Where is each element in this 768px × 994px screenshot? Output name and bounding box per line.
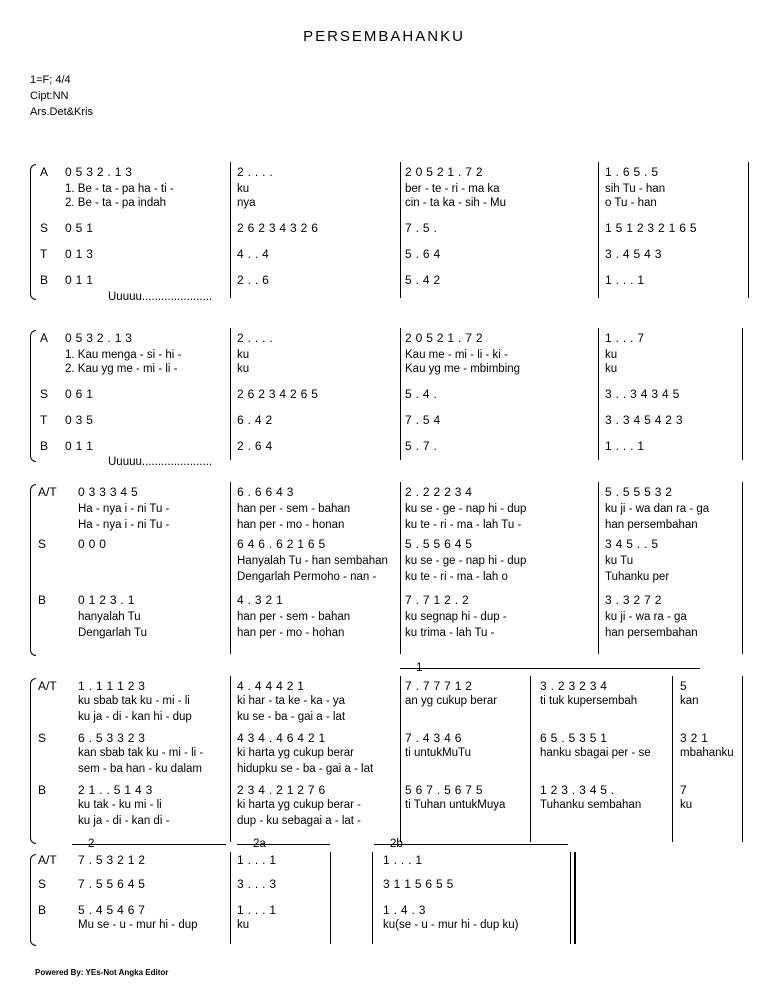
lyric-line: ki harta yg cukup berar - [237,799,362,811]
note-measure: 5 6 7 . 5 6 7 5 [405,783,483,797]
note-measure: 2 3 4 . 2 1 2 7 6 [237,783,326,797]
note-measure: 1 . 1 1 1 2 3 [78,679,146,693]
lyric-line: Tuhanku per [605,571,670,583]
voice-label: S [40,387,49,401]
note-measure: 7 . 5 5 6 4 5 [78,877,146,891]
note-measure: 7 [680,783,687,797]
lyric-line: hidupku se - ba - gai a - lat [237,763,374,775]
note-measure: 2 . . 6 [237,273,270,287]
lyric-line: Ha - nya i - ni Tu - [78,519,170,531]
voice-label: A/T [38,679,57,693]
voice-label: A/T [38,853,57,867]
system-brace [30,164,36,300]
lyric-line: Dengarlah Permoho - nan - [237,571,377,583]
lyric-line: han per - mo - honan [237,519,345,531]
note-measure: 7 . 5 . [405,221,438,235]
voice-label: S [40,221,49,235]
note-measure: 1 . . . 1 [237,903,277,917]
note-measure: 0 5 3 2 . 1 3 [65,165,133,179]
lyric-line: ti untukMuTu [405,747,472,759]
volta-bracket [237,844,330,845]
lyric-line: mbahanku [680,747,734,759]
lyric-line: ku [605,349,618,361]
note-measure: 3 . 4 5 4 3 [605,247,662,261]
note-measure: 5 . 4 5 4 6 7 [78,903,146,917]
lyric-line: hanyalah Tu [78,611,141,623]
lyric-line: ki harta yg cukup berar [237,747,354,759]
note-measure: 1 . . . 1 [383,853,423,867]
lyric-line: ku ji - wa ra - ga [605,611,687,623]
note-measure: 6 5 . 5 3 5 1 [540,731,608,745]
volta-label: 2 [88,838,95,850]
lyric-line: 1. Be - ta - pa ha - ti - [65,183,174,195]
note-measure: 2 6 2 3 4 3 2 6 [237,221,319,235]
lyric-line: ku se - ge - nap hi - dup [405,503,527,515]
bar-line [400,482,401,654]
lyric-line: ku(se - u - mur hi - dup ku) [383,919,519,931]
voice-label: B [40,439,49,453]
lyric-line: an yg cukup berar [405,695,498,707]
lyric-line: ku te - ri - ma - lah Tu - [405,519,522,531]
note-measure: 2 . 6 4 [237,439,273,453]
lyric-line: Tuhanku sembahan [540,799,642,811]
note-measure: 0 1 1 [65,273,94,287]
lyric-line: dup - ku sebagai a - lat - [237,815,362,827]
lyric-line: ku te - ri - ma - lah o [405,571,508,583]
note-measure: 3 2 1 [680,731,709,745]
lyric-line: ku Tu [605,555,634,567]
note-measure: 4 . 4 4 4 2 1 [237,679,305,693]
voice-label: A [40,331,49,345]
note-measure: 3 . 3 4 5 4 2 3 [605,413,683,427]
note-measure: 7 . 4 3 4 6 [405,731,462,745]
note-measure: 3 . 3 2 7 2 [605,593,662,607]
composer-credit: Cipt:NN [30,90,69,102]
lyric-line: ku [605,363,618,375]
bar-line [330,852,331,944]
lyric-line: han per - mo - hohan [237,627,345,639]
note-measure: 2 . 2 2 2 3 4 [405,485,473,499]
note-measure: 1 . . . 7 [605,331,645,345]
note-measure: 7 . 5 3 2 1 2 [78,853,146,867]
lyric-line: Mu se - u - mur hi - dup [78,919,198,931]
volta-label: 2a [253,838,266,850]
key-signature: 1=F; 4/4 [30,74,71,86]
lyric-line: Kau yg me - mbimbing [405,363,521,375]
voice-label: B [38,783,47,797]
lyric-line: 1. Kau menga - si - hi - [65,349,182,361]
voice-label: B [40,273,49,287]
lyric-line: hanku sbagai per - se [540,747,651,759]
lyric-line: Kau me - mi - li - ki - [405,349,508,361]
lyric-line: ku se - ba - gai a - lat [237,711,346,723]
volta-bracket [400,668,700,669]
note-measure: 2 0 5 2 1 . 7 2 [405,331,483,345]
bar-line [230,676,231,842]
lyric-line: han per - sem - bahan [237,611,351,623]
note-measure: 3 4 5 . . 5 [605,537,659,551]
note-measure: 5 . 6 4 [405,247,441,261]
note-measure: 5 [680,679,687,693]
voice-label: A [40,165,49,179]
lyric-line: ku se - ge - nap hi - dup [405,555,527,567]
note-measure: 1 2 3 . 3 4 5 . [540,783,615,797]
note-measure: 1 5 1 2 3 2 1 6 5 [605,221,697,235]
note-measure: 6 4 6 . 6 2 1 6 5 [237,537,326,551]
lyric-line: han persembahan [605,519,698,531]
lyric-line: nya [237,197,256,209]
note-measure: 4 3 4 . 4 6 4 2 1 [237,731,326,745]
voice-label: S [38,537,47,551]
bar-line [570,852,576,944]
bar-line [400,162,401,298]
system-brace [30,678,36,844]
lyric-line: Hanyalah Tu - han sembahan [237,555,388,567]
voice-label: S [38,731,47,745]
note-measure: 0 3 5 [65,413,94,427]
lyric-line: ber - te - ri - ma ka [405,183,500,195]
lyric-line: Uuuuu...................... [108,291,213,303]
bar-line [230,852,231,944]
note-measure: 5 . 4 2 [405,273,441,287]
note-measure: 3 . 2 3 2 3 4 [540,679,608,693]
note-measure: 0 6 1 [65,387,94,401]
volta-bracket [374,844,568,845]
note-measure: 6 . 4 2 [237,413,273,427]
note-measure: 2 1 . . 5 1 4 3 [78,783,153,797]
lyric-line: ku segnap hi - dup - [405,611,507,623]
lyric-line: o Tu - han [605,197,657,209]
arranger-credit: Ars.Det&Kris [30,106,93,118]
system-brace [30,330,36,462]
note-measure: 2 0 5 2 1 . 7 2 [405,165,483,179]
lyric-line: ku [237,183,250,195]
bar-line [672,676,673,842]
lyric-line: 2. Be - ta - pa indah [65,197,167,209]
note-measure: 0 5 1 [65,221,94,235]
lyric-line: ku trima - lah Tu - [405,627,495,639]
lyric-line: Uuuuu...................... [108,456,213,468]
bar-line [598,482,599,654]
note-measure: 0 3 3 3 4 5 [78,485,139,499]
note-measure: 1 . . . 1 [237,853,277,867]
system-brace [30,484,36,656]
lyric-line: ku [237,919,250,931]
note-measure: 2 6 2 3 4 2 6 5 [237,387,319,401]
note-measure: 2 . . . . [237,165,274,179]
lyric-line: ku ja - di - kan di - [78,815,170,827]
lyric-line: kan [680,695,699,707]
note-measure: 4 . 3 2 1 [237,593,284,607]
bar-line [230,162,231,298]
lyric-line: Ha - nya i - ni Tu - [78,503,170,515]
lyric-line: ti Tuhan untukMuya [405,799,506,811]
note-measure: 0 0 0 [78,537,107,551]
note-measure: 1 . . . 1 [605,273,645,287]
note-measure: 3 1 1 5 6 5 5 [383,877,454,891]
volta-label: 2b [390,838,403,850]
bar-line [598,328,599,460]
lyric-line: sem - ba han - ku dalam [78,763,203,775]
note-measure: 7 . 7 7 7 1 2 [405,679,473,693]
footer-credit: Powered By: YEs-Not Angka Editor [35,968,169,977]
note-measure: 5 . 5 5 6 4 5 [405,537,473,551]
bar-line [530,676,531,842]
volta-label: 1 [416,662,423,674]
note-measure: 5 . 7 . [405,439,438,453]
lyric-line: ku [237,363,250,375]
note-measure: 1 . . . 1 [605,439,645,453]
note-measure: 2 . . . . [237,331,274,345]
note-measure: 5 . 5 5 5 3 2 [605,485,673,499]
lyric-line: sih Tu - han [605,183,666,195]
note-measure: 0 5 3 2 . 1 3 [65,331,133,345]
lyric-line: ku ja - di - kan hi - dup [78,711,192,723]
lyric-line: ku sbab tak ku - mi - li [78,695,190,707]
note-measure: 6 . 6 6 4 3 [237,485,294,499]
lyric-line: ki har - ta ke - ka - ya [237,695,346,707]
voice-label: S [38,877,47,891]
bar-line [742,482,743,654]
note-measure: 1 . 4 . 3 [383,903,426,917]
bar-line [230,328,231,460]
note-measure: 4 . . 4 [237,247,270,261]
lyric-line: ti tuk kupersembah [540,695,638,707]
lyric-line: cin - ta ka - sih - Mu [405,197,506,209]
bar-line [598,162,599,298]
lyric-line: han per - sem - bahan [237,503,351,515]
note-measure: 3 . . . 3 [237,877,277,891]
bar-line [230,482,231,654]
lyric-line: ku ji - wa dan ra - ga [605,503,710,515]
bar-line [400,328,401,460]
bar-line [742,328,743,460]
note-measure: 7 . 5 4 [405,413,441,427]
lyric-line: Dengarlah Tu [78,627,148,639]
bar-line [400,676,401,842]
lyric-line: kan sbab tak ku - mi - li - [78,747,204,759]
note-measure: 3 . . 3 4 3 4 5 [605,387,680,401]
voice-label: B [38,903,47,917]
page-title: PERSEMBAHANKU [303,28,465,45]
note-measure: 0 1 3 [65,247,94,261]
lyric-line: han persembahan [605,627,698,639]
note-measure: 6 . 5 3 3 2 3 [78,731,146,745]
lyric-line: ku [680,799,693,811]
note-measure: 0 1 2 3 . 1 [78,593,135,607]
note-measure: 1 . 6 5 . 5 [605,165,659,179]
note-measure: 7 . 7 1 2 . 2 [405,593,469,607]
bar-line [372,852,373,944]
voice-label: B [38,593,47,607]
lyric-line: ku tak - ku mi - li [78,799,162,811]
system-brace [30,854,36,946]
note-measure: 0 1 1 [65,439,94,453]
volta-bracket [72,844,226,845]
note-measure: 5 . 4 . [405,387,438,401]
lyric-line: 2. Kau yg me - mi - li - [65,363,178,375]
lyric-line: ku [237,349,250,361]
voice-label: T [40,247,48,261]
voice-label: T [40,413,48,427]
voice-label: A/T [38,485,57,499]
bar-line [742,676,743,842]
bar-line [748,162,749,298]
